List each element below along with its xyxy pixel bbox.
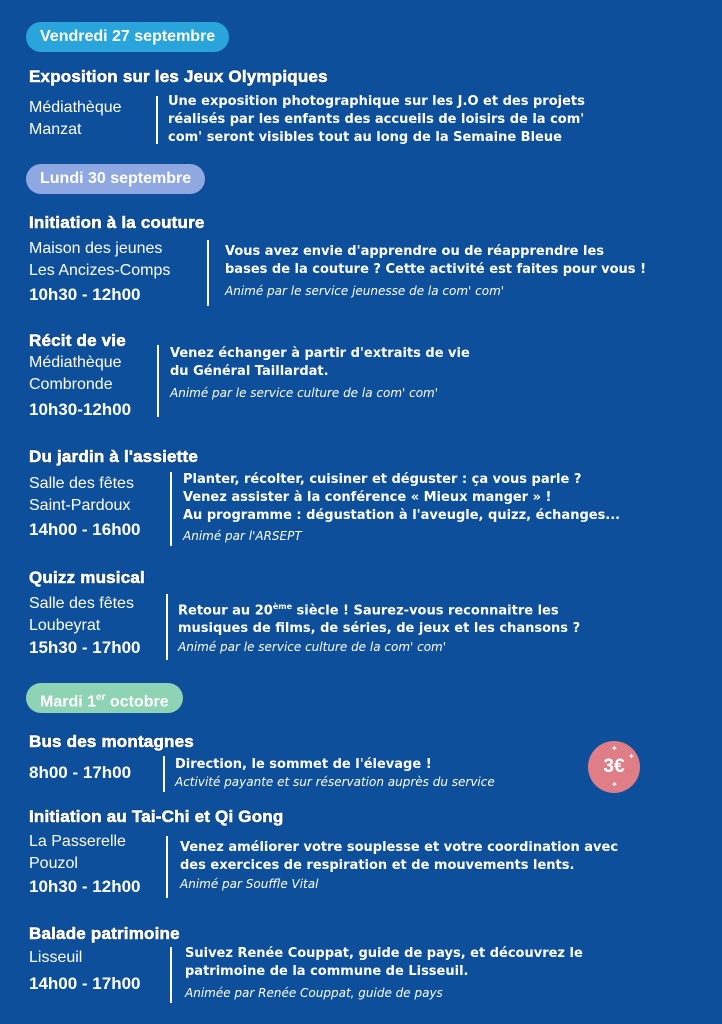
event-time: 14h00 - 17h00	[29, 974, 141, 993]
description-line: Venez assister à la conférence « Mieux manger » !	[183, 490, 552, 505]
event-animator: Animé par Souffle Vital	[180, 877, 319, 891]
event-description	[225, 243, 646, 279]
event-place-line1: Salle des fêtes	[29, 595, 134, 612]
description-sup: ème	[272, 602, 292, 611]
star-icon: ✦	[611, 780, 618, 789]
event-place-line1: Lisseuil	[29, 949, 83, 966]
description-text: Retour au 20	[178, 603, 273, 619]
description-line: patrimoine de la commune de Lisseuil.	[185, 964, 469, 979]
description-line: Une exposition photographique sur les J.O et des projets	[168, 94, 585, 109]
event-divider	[207, 240, 209, 306]
event-animator: Animée par Renée Couppat, guide de pays	[185, 986, 443, 1000]
event-divider	[156, 96, 158, 144]
event-title: Initiation à la couture	[29, 213, 205, 232]
event-animator: Activité payante et sur réservation auprès du service	[175, 775, 495, 789]
event-divider	[170, 472, 172, 546]
event-place-line2: Saint-Pardoux	[29, 497, 131, 514]
description-line: Planter, récolter, cuisiner et déguster : ça vous parle ?	[183, 472, 582, 487]
event-place-line1: Salle des fêtes	[29, 475, 134, 492]
description-line: des exercices de respiration et de mouvements lents.	[180, 858, 575, 873]
event-place-line2: Combronde	[29, 376, 113, 393]
day-label-main: Mardi 1	[40, 693, 97, 711]
description-line: Vous avez envie d'apprendre ou de réapprendre les	[225, 244, 605, 259]
event-time: 15h30 - 17h00	[29, 638, 141, 657]
event-description	[175, 756, 432, 774]
star-icon: ✦	[611, 744, 618, 753]
description-line: Venez améliorer votre souplesse et votre coordination avec	[180, 840, 619, 855]
event-description	[183, 471, 620, 525]
day-label: Lundi 30 septembre	[40, 170, 192, 187]
event-description	[185, 945, 583, 981]
description-line: Au programme : dégustation à l'aveugle, quizz, échanges...	[183, 508, 621, 523]
event-animator: Animé par l'ARSEPT	[183, 529, 302, 543]
event-place-line2: Loubeyrat	[29, 617, 101, 634]
description-text: siècle ! Saurez-vous reconnaitre les	[292, 603, 559, 619]
event-description	[180, 839, 618, 875]
event-description	[168, 93, 585, 147]
event-animator: Animé par le service jeunesse de la com' com'	[225, 284, 505, 298]
description-line: réalisés par les enfants des accueils de loisirs de la com'	[168, 112, 585, 127]
day-header-friday	[26, 22, 229, 52]
day-label-sup: er	[96, 692, 106, 703]
day-header-monday	[26, 164, 205, 194]
event-title: Exposition sur les Jeux Olympiques	[29, 67, 328, 86]
event-divider	[170, 947, 172, 1003]
event-title: Récit de vie	[29, 331, 126, 350]
description-line: musiques de films, de séries, de jeux et les chansons ?	[178, 621, 581, 637]
day-header-tuesday	[26, 683, 183, 713]
event-title: Quizz musical	[29, 568, 145, 587]
event-time: 10h30-12h00	[29, 400, 132, 419]
event-place-line1: Médiathèque	[29, 99, 122, 116]
event-place-line1: Médiathèque	[29, 354, 122, 371]
event-divider	[163, 756, 165, 792]
event-title: Bus des montagnes	[29, 732, 194, 751]
star-icon: ✦	[628, 752, 635, 761]
event-divider	[166, 836, 168, 898]
event-divider	[166, 594, 168, 660]
day-label-rest: octobre	[105, 693, 169, 711]
description-line: Direction, le sommet de l'élevage !	[175, 757, 432, 772]
event-title: Initiation au Tai-Chi et Qi Gong	[29, 807, 284, 826]
event-time: 10h30 - 12h00	[29, 877, 141, 896]
event-animator: Animé par le service culture de la com' com'	[170, 386, 439, 400]
event-place-line2: Manzat	[29, 121, 82, 138]
event-description	[178, 598, 580, 638]
event-title: Du jardin à l'assiette	[29, 447, 199, 466]
event-time: 10h30 - 12h00	[29, 285, 141, 304]
price-value: 3€	[603, 756, 625, 777]
description-line	[178, 598, 580, 620]
event-title: Balade patrimoine	[29, 924, 180, 943]
event-animator: Animé par le service culture de la com' com'	[178, 640, 447, 654]
description-line: com' seront visibles tout au long de la Semaine Bleue	[168, 130, 562, 145]
event-place-line2: Les Ancizes-Comps	[29, 262, 171, 279]
event-place-line1: Maison des jeunes	[29, 240, 163, 257]
day-label: Vendredi 27 septembre	[40, 28, 216, 45]
event-description	[170, 345, 470, 381]
description-line: du Général Taillardat.	[170, 364, 329, 379]
description-line: Suivez Renée Couppat, guide de pays, et découvrez le	[185, 946, 583, 961]
event-divider	[157, 345, 159, 417]
event-time: 14h00 - 16h00	[29, 520, 141, 539]
event-time: 8h00 - 17h00	[29, 763, 132, 782]
event-place-line1: La Passerelle	[29, 833, 126, 850]
description-line: bases de la couture ? Cette activité est faites pour vous !	[225, 262, 647, 277]
description-line: Venez échanger à partir d'extraits de vie	[170, 346, 470, 361]
event-place-line2: Pouzol	[29, 855, 78, 872]
